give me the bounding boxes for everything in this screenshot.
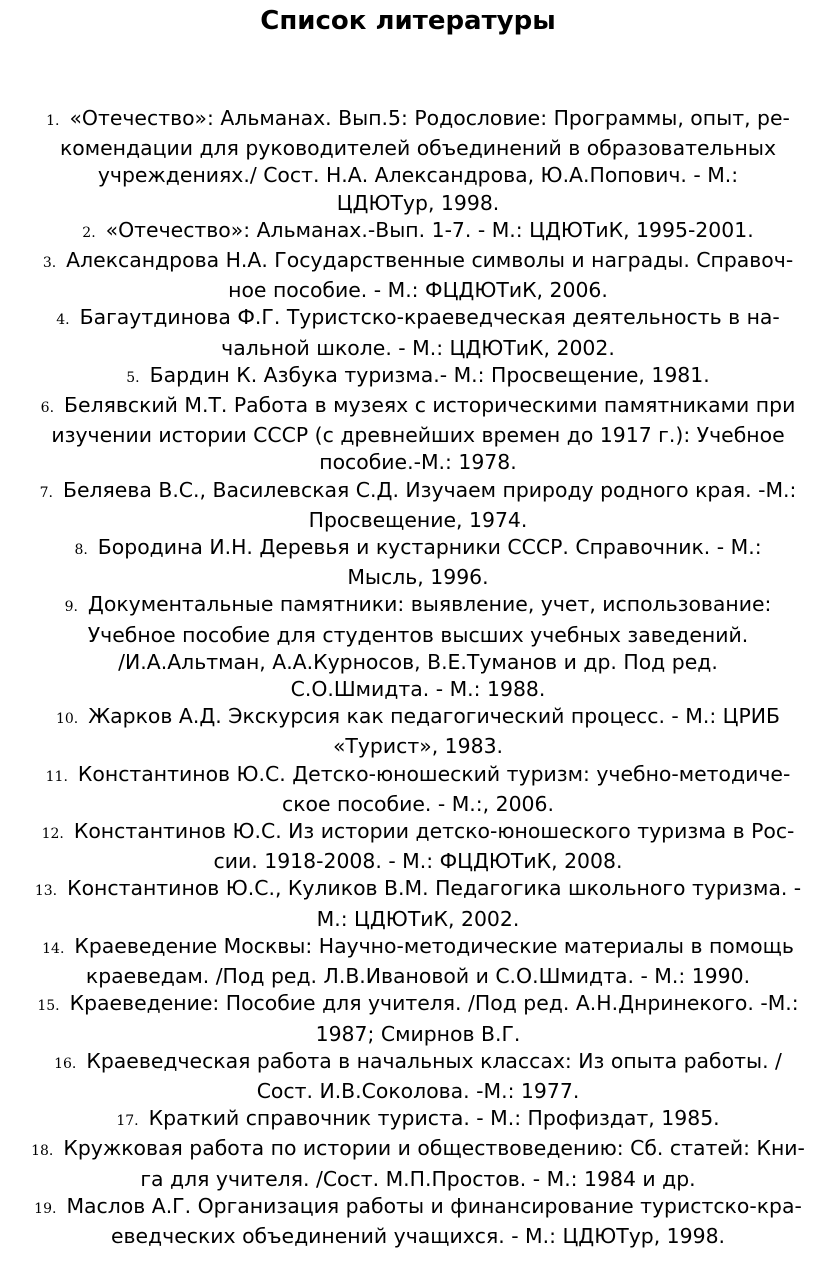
reference-text-line: Документальные памятники: выявление, учет, использование: xyxy=(87,592,772,617)
reference-text-line: Мысль, 1996. xyxy=(347,565,489,590)
reference-number: 18. xyxy=(31,1143,54,1160)
reference-number: 3. xyxy=(42,255,57,272)
reference-number: 2. xyxy=(82,224,96,241)
reference-number: 16. xyxy=(54,1055,77,1072)
reference-item xyxy=(28,247,808,304)
reference-text-line: 1987; Смирнов В.Г. xyxy=(315,1021,521,1046)
reference-text-line: Краеведение Москвы: Научно-методические материалы в помощь xyxy=(74,933,794,958)
reference-text-line: чальной школе. - М.: ЦДЮТиК, 2002. xyxy=(221,335,615,360)
reference-item xyxy=(28,477,808,534)
reference-text-line: краеведам. /Под ред. Л.В.Ивановой и С.О.Шмидта. - М.: 1990. xyxy=(85,964,751,989)
reference-text-line: Александрова Н.А. Государственные символы и награды. Справоч- xyxy=(66,248,794,273)
reference-number: 13. xyxy=(34,883,58,900)
reference-text-line: га для учителя. /Сост. М.П.Простов. - М.: 1984 и др. xyxy=(140,1166,696,1191)
reference-number: 19. xyxy=(34,1200,57,1217)
reference-item xyxy=(28,304,808,361)
reference-text-line: изучении истории СССР (с древнейших времен до 1917 г.): Учебное xyxy=(51,423,785,448)
reference-text-line: еведческих объединений учащихся. - М.: ЦДЮТур, 1998. xyxy=(110,1223,726,1248)
reference-text-line: Константинов Ю.С., Куликов В.М. Педагогика школьного туризма. - xyxy=(67,876,802,901)
reference-text-line: Константинов Ю.С. Детско-юношеский туризм: учебно-методиче- xyxy=(77,761,791,786)
reference-item xyxy=(28,1048,808,1105)
reference-text-line: «Отечество»: Альманах.-Вып. 1-7. - М.: ЦДЮТиК, 1995-2001. xyxy=(105,217,754,242)
reference-item xyxy=(28,591,808,703)
page-title: Список литературы xyxy=(260,6,556,36)
reference-number: 5. xyxy=(126,369,140,386)
reference-text-line: Константинов Ю.С. Из истории детско-юношеского туризма в Рос- xyxy=(73,819,795,844)
reference-number: 6. xyxy=(40,400,55,417)
reference-text-line: Сост. И.В.Соколова. -М.: 1977. xyxy=(256,1078,580,1103)
reference-item xyxy=(28,933,808,990)
reference-text-line: Учебное пособие для студентов высших учебных заведений. xyxy=(87,622,749,647)
reference-item xyxy=(28,761,808,818)
reference-item xyxy=(28,818,808,875)
reference-number: 14. xyxy=(42,940,65,957)
reference-text-line: Бардин К. Азбука туризма.- М.: Просвещение, 1981. xyxy=(149,362,710,387)
reference-text-line: Бородина И.Н. Деревья и кустарники СССР. Справочник. - М.: xyxy=(97,535,762,560)
reference-text-line: ское пособие. - М.:, 2006. xyxy=(282,791,554,816)
reference-item xyxy=(28,105,808,217)
reference-text-line: М.: ЦДЮТиК, 2002. xyxy=(316,906,520,931)
reference-item xyxy=(28,703,808,760)
reference-text-line: С.О.Шмидта. - М.: 1988. xyxy=(290,677,546,702)
reference-item xyxy=(28,875,808,932)
reference-item xyxy=(28,217,808,247)
reference-text-line: ЦДЮТур, 1998. xyxy=(336,190,500,215)
reference-list xyxy=(28,105,808,1250)
reference-item xyxy=(28,1105,808,1135)
reference-number: 11. xyxy=(45,768,68,785)
reference-number: 12. xyxy=(41,826,64,843)
reference-number: 1. xyxy=(46,113,60,129)
reference-item xyxy=(28,362,808,392)
reference-text-line: Маслов А.Г. Организация работы и финансирование туристско-кра- xyxy=(66,1193,802,1218)
reference-text-line: Просвещение, 1974. xyxy=(308,507,528,532)
reference-text-line: пособие.-М.: 1978. xyxy=(319,450,517,475)
reference-item xyxy=(28,990,808,1047)
reference-text-line: Беляева В.С., Василевская С.Д. Изучаем природу родного края. -М.: xyxy=(62,477,797,502)
reference-text-line: Белявский М.Т. Работа в музеях с историческими памятниками при xyxy=(64,393,796,418)
reference-number: 9. xyxy=(64,599,78,616)
reference-text-line: Краткий справочник туриста. - М.: Профиздат, 1985. xyxy=(148,1106,720,1131)
reference-text-line: ное пособие. - М.: ФЦДЮТиК, 2006. xyxy=(228,278,608,303)
reference-text-line: «Отечество»: Альманах. Вып.5: Родословие: Программы, опыт, ре- xyxy=(69,106,790,130)
reference-text-line: учреждениях./ Сост. Н.А. Александрова, Ю.А.Попович. - М.: xyxy=(97,163,739,188)
reference-item xyxy=(28,1135,808,1192)
reference-number: 17. xyxy=(116,1113,139,1130)
reference-item xyxy=(28,392,808,477)
reference-text-line: Жарков А.Д. Экскурсия как педагогический процесс. - М.: ЦРИБ xyxy=(88,704,781,729)
reference-text-line: Краеведение: Пособие для учителя. /Под ред. А.Н.Днринекого. -М.: xyxy=(69,991,799,1016)
reference-text-line: /И.А.Альтман, А.А.Курносов, В.Е.Туманов и др. Под ред. xyxy=(118,649,718,674)
reference-text-line: Краеведческая работа в начальных классах: Из опыта работы. / xyxy=(86,1048,782,1073)
reference-text-line: «Турист», 1983. xyxy=(332,734,504,759)
reference-item xyxy=(28,534,808,591)
reference-number: 4. xyxy=(56,312,70,329)
reference-text-line: Багаутдинова Ф.Г. Туристско-краеведческая деятельность в на- xyxy=(79,305,780,330)
reference-number: 15. xyxy=(37,998,60,1015)
reference-text-line: сии. 1918-2008. - М.: ФЦДЮТиК, 2008. xyxy=(213,849,623,874)
reference-text-line: Кружковая работа по истории и обществоведению: Сб. статей: Кни- xyxy=(63,1136,805,1161)
reference-item xyxy=(28,1193,808,1250)
reference-text-line: комендации для руководителей объединений в образовательных xyxy=(59,136,777,161)
reference-number: 7. xyxy=(39,484,53,501)
reference-number: 8. xyxy=(74,542,88,559)
reference-number: 10. xyxy=(55,711,79,728)
